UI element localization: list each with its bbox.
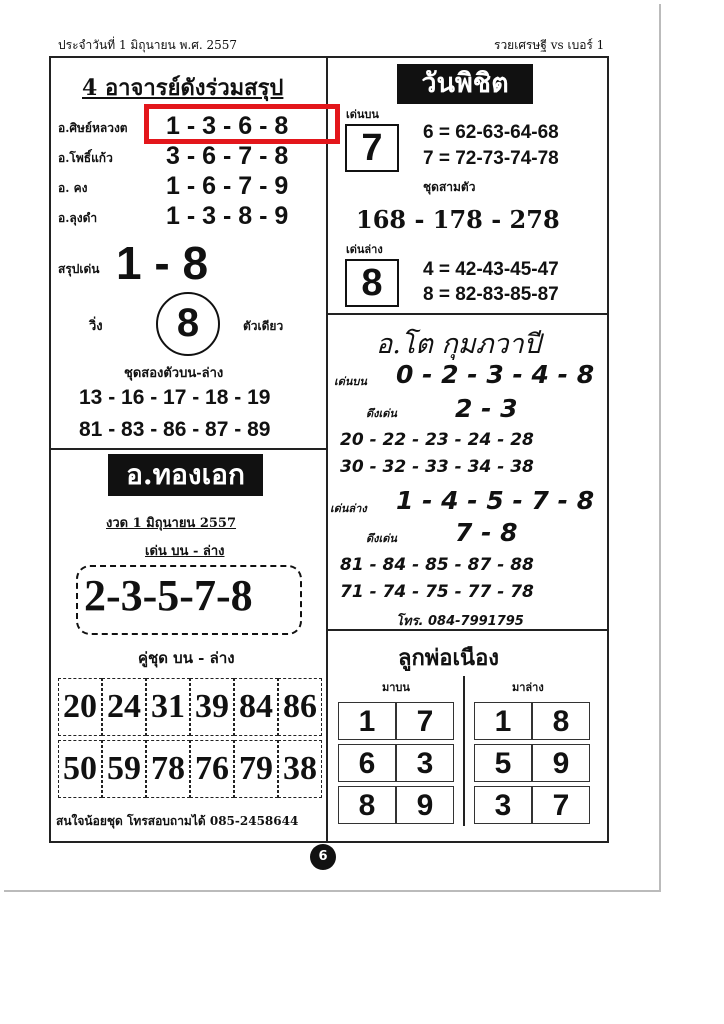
grid-cell: 7 [532, 786, 590, 824]
pair-cell: 50 [58, 740, 102, 798]
left-top-title: 4 อาจารย์ดังร่วมสรุป [82, 75, 284, 101]
grid-cell: 7 [396, 702, 454, 740]
right-grid-label: มาล่าง [512, 681, 544, 694]
lower-pull-value: 7 - 8 [455, 518, 518, 547]
master-numbers-4: 1 - 3 - 8 - 9 [166, 202, 289, 230]
upper-value: 0 - 2 - 3 - 4 - 8 [396, 360, 595, 389]
top-bottom-subtitle: เด่น บน - ล่าง [145, 544, 225, 559]
highlight-box [144, 104, 340, 144]
pair-cell: 84 [234, 678, 278, 736]
top-label: เด่นบน [346, 108, 379, 121]
master-name-3: อ. คง [58, 181, 88, 195]
bottom-line-1: 4 = 42-43-45-47 [423, 259, 559, 280]
mid-row-1: 20 - 22 - 23 - 24 - 28 [340, 430, 534, 450]
three-digit-value: 168 - 178 - 278 [356, 205, 560, 234]
top-line-1: 6 = 62-63-64-68 [423, 122, 559, 143]
draw-date: งวด 1 มิถุนายน 2557 [106, 516, 237, 531]
summary-value: 1 - 8 [116, 237, 209, 289]
grid-cell: 3 [396, 744, 454, 782]
pair-cell: 31 [146, 678, 190, 736]
upper-pull-label: ดึงเด่น [366, 407, 397, 420]
pair-cell: 78 [146, 740, 190, 798]
thong-ek-title: อ.ทองเอก [108, 454, 263, 496]
pair-cell: 59 [102, 740, 146, 798]
pair-title: ชุดสองตัวบน-ล่าง [124, 366, 224, 381]
grid-cell: 8 [338, 786, 396, 824]
main-numbers: 2-3-5-7-8 [84, 571, 253, 620]
grid-cell: 1 [474, 702, 532, 740]
right-top-divider [326, 313, 607, 315]
bottom-line-2: 8 = 82-83-85-87 [423, 284, 559, 305]
grid-cell: 9 [396, 786, 454, 824]
header-date: ประจำวันที่ 1 มิถุนายน พ.ศ. 2557 [58, 38, 238, 52]
mid-row-3: 81 - 84 - 85 - 87 - 88 [340, 555, 534, 575]
winning-day-title: วันพิชิต [397, 64, 533, 104]
master-numbers-1: 1 - 3 - 6 - 8 [166, 112, 289, 140]
bottom-label: เด่นล่าง [346, 243, 383, 256]
pair-cell: 39 [190, 678, 234, 736]
mid-row-4: 71 - 74 - 75 - 77 - 78 [340, 582, 534, 602]
pair-row-1: 13 - 16 - 17 - 18 - 19 [79, 386, 271, 409]
top-digit-box: 7 [345, 124, 399, 172]
master-name-1: อ.ศิษย์หลวงต [58, 121, 128, 135]
master-name-2: อ.โพธิ์แก้ว [58, 151, 113, 165]
master-name-4: อ.ลุงดำ [58, 211, 98, 225]
summary-label: สรุปเด่น [58, 262, 100, 276]
top-line-2: 7 = 72-73-74-78 [423, 148, 559, 169]
grid-cell: 8 [532, 702, 590, 740]
left-footer-contact: สนใจน้อยชุด โทรสอบถามได้ 085-2458644 [56, 814, 299, 828]
run-label: วิ่ง [89, 319, 103, 334]
grid-cell: 5 [474, 744, 532, 782]
upper-label: เด่นบน [334, 375, 367, 388]
mid-phone: โทร. 084-7991795 [396, 614, 524, 629]
header-publication: รวยเศรษฐี vs เบอร์ 1 [494, 38, 605, 52]
pair-cell: 86 [278, 678, 322, 736]
to-kumphawapi-title: อ.โต กุมภวาปี [376, 329, 541, 360]
grid-cell: 9 [532, 744, 590, 782]
bottom-digit-box: 8 [345, 259, 399, 307]
pair-cell: 38 [278, 740, 322, 798]
lower-label: เด่นล่าง [330, 502, 367, 515]
run-circle: 8 [156, 292, 220, 356]
pair-cell: 79 [234, 740, 278, 798]
master-numbers-2: 3 - 6 - 7 - 8 [166, 142, 289, 170]
grid-divider [463, 676, 465, 826]
lower-value: 1 - 4 - 5 - 7 - 8 [396, 486, 595, 515]
three-digit-label: ชุดสามตัว [423, 180, 476, 194]
pair-cell: 20 [58, 678, 102, 736]
grid-cell: 3 [474, 786, 532, 824]
pair-row-2: 81 - 83 - 86 - 87 - 89 [79, 418, 271, 441]
master-numbers-3: 1 - 6 - 7 - 9 [166, 172, 289, 200]
grid-cell: 6 [338, 744, 396, 782]
mid-row-2: 30 - 32 - 33 - 34 - 38 [340, 457, 534, 477]
pair-cell: 76 [190, 740, 234, 798]
pair-set-title: คู่ชุด บน - ล่าง [138, 649, 235, 667]
page-number: 6 [310, 844, 336, 870]
pair-cell: 24 [102, 678, 146, 736]
luk-pho-nueang-title: ลูกพ่อเนือง [398, 645, 500, 671]
left-grid-label: มาบน [382, 681, 410, 694]
left-section-divider [49, 448, 328, 450]
lower-pull-label: ดึงเด่น [366, 532, 397, 545]
single-label: ตัวเดียว [243, 319, 284, 333]
upper-pull-value: 2 - 3 [455, 394, 518, 423]
grid-cell: 1 [338, 702, 396, 740]
